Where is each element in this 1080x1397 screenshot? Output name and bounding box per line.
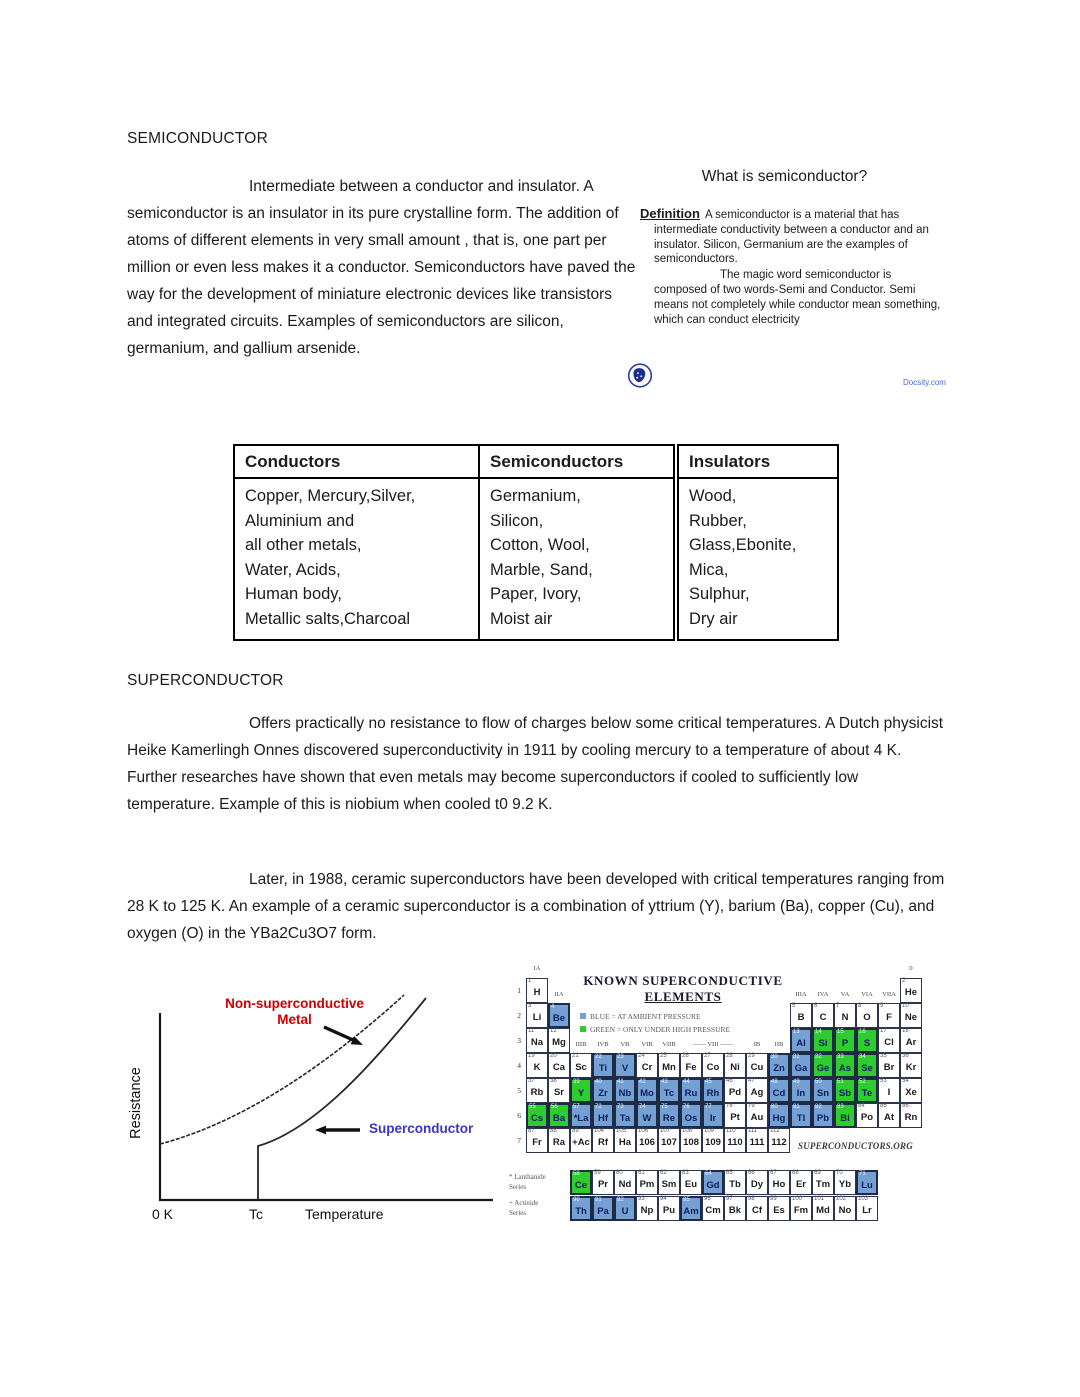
element-cell-V: 23 V bbox=[614, 1053, 636, 1078]
element-cell-Bk: 97 Bk bbox=[724, 1196, 746, 1221]
element-cell-110: 110 110 bbox=[724, 1128, 746, 1153]
element-cell-Gd: 64 Gd bbox=[702, 1170, 724, 1195]
element-cell-Rf: 104 Rf bbox=[592, 1128, 614, 1153]
element-cell-Cm: 96 Cm bbox=[702, 1196, 724, 1221]
element-cell-Th: 90 Th bbox=[570, 1196, 592, 1221]
graph-metal-label-line1: Non-superconductive bbox=[225, 996, 364, 1011]
group-label: IVA bbox=[817, 991, 829, 998]
lanthanide-label-line2: Series bbox=[509, 1183, 527, 1191]
table-line: Dry air bbox=[689, 609, 738, 628]
element-cell-107: 107 107 bbox=[658, 1128, 680, 1153]
element-cell-Eu: 63 Eu bbox=[680, 1170, 702, 1195]
table-line: Germanium, bbox=[490, 487, 581, 505]
element-cell-Zn: 30 Zn bbox=[768, 1053, 790, 1078]
resistance-temperature-graph bbox=[112, 983, 507, 1243]
element-cell-Na: 11 Na bbox=[526, 1028, 548, 1053]
element-cell-112: 112 112 bbox=[768, 1128, 790, 1153]
element-cell-111: 111 111 bbox=[746, 1128, 768, 1153]
element-cell-Pr: 59 Pr bbox=[592, 1170, 614, 1195]
slide-definition bbox=[622, 207, 944, 267]
element-cell-*La: 57 *La bbox=[570, 1103, 592, 1128]
element-cell-Ho: 67 Ho bbox=[768, 1170, 790, 1195]
group-label: IIB bbox=[774, 1041, 784, 1048]
element-cell-106: 106 106 bbox=[636, 1128, 658, 1153]
element-cell-Pt: 78 Pt bbox=[724, 1103, 746, 1128]
table-line: Cotton, Wool, bbox=[490, 536, 590, 554]
slide-paragraph-2: The magic word semiconductor is composed of two words-Semi and Conductor. Semi means not completely while conductor mean something, which can conduct electricity bbox=[654, 269, 941, 326]
table-line: all other metals, bbox=[245, 536, 362, 554]
element-cell-Hf: 72 Hf bbox=[592, 1103, 614, 1128]
element-cell-Sr: 38 Sr bbox=[548, 1078, 570, 1103]
periodic-table-title-line2: ELEMENTS bbox=[644, 989, 722, 1004]
lanthanide-series-label bbox=[509, 1172, 567, 1192]
element-cell-Tb: 65 Tb bbox=[724, 1170, 746, 1195]
element-cell-H: 1 H bbox=[526, 978, 548, 1003]
periodic-table-title-line1: KNOWN SUPERCONDUCTIVE bbox=[583, 973, 783, 988]
element-cell-Nd: 60 Nd bbox=[614, 1170, 636, 1195]
element-cell-P: 15 P bbox=[834, 1028, 856, 1053]
element-cell-C: 6 C bbox=[812, 1003, 834, 1028]
period-number-2: 2 bbox=[517, 1011, 521, 1020]
element-cell-Cs: 55 Cs bbox=[526, 1103, 548, 1128]
element-cell-Nb: 41 Nb bbox=[614, 1078, 636, 1103]
element-cell-Be: 4 Be bbox=[548, 1003, 570, 1028]
element-cell-Sn: 50 Sn bbox=[812, 1078, 834, 1103]
materials-header-semiconductors: Semiconductors bbox=[479, 445, 676, 478]
element-cell-Mn: 25 Mn bbox=[658, 1053, 680, 1078]
group-label: VIB bbox=[641, 1041, 653, 1048]
element-cell-Es: 99 Es bbox=[768, 1196, 790, 1221]
element-cell-Zr: 40 Zr bbox=[592, 1078, 614, 1103]
graph-tick-0k: 0 K bbox=[152, 1206, 174, 1222]
graph-y-axis-label: Resistance bbox=[128, 1067, 144, 1139]
group-label: 0 bbox=[909, 965, 913, 972]
element-cell-Te: 52 Te bbox=[856, 1078, 878, 1103]
element-cell-Tc: 43 Tc bbox=[658, 1078, 680, 1103]
table-line: Sulphur, bbox=[689, 585, 750, 603]
element-cell-Ce: 58 Ce bbox=[570, 1170, 592, 1195]
materials-header-insulators: Insulators bbox=[676, 445, 838, 478]
legend-item bbox=[580, 1010, 730, 1023]
element-cell-Tl: 81 Tl bbox=[790, 1103, 812, 1128]
element-cell-Au: 79 Au bbox=[746, 1103, 768, 1128]
element-cell-Ra: 88 Ra bbox=[548, 1128, 570, 1153]
element-cell-Y: 39 Y bbox=[570, 1078, 592, 1103]
table-line: Aluminium and bbox=[245, 511, 355, 530]
slide-image bbox=[622, 168, 947, 327]
element-cell-Sb: 51 Sb bbox=[834, 1078, 856, 1103]
element-cell-I: 53 I bbox=[878, 1078, 900, 1103]
table-line: Mica, bbox=[689, 560, 729, 579]
group-label: VIIB bbox=[662, 1041, 676, 1048]
element-cell-W: 74 W bbox=[636, 1103, 658, 1128]
element-cell-Ru: 44 Ru bbox=[680, 1078, 702, 1103]
element-cell-Cr: 24 Cr bbox=[636, 1053, 658, 1078]
element-cell-Er: 68 Er bbox=[790, 1170, 812, 1195]
element-cell-Br: 35 Br bbox=[878, 1053, 900, 1078]
element-cell-Ti: 22 Ti bbox=[592, 1053, 614, 1078]
legend-item bbox=[580, 1023, 730, 1036]
definition-label: Definition bbox=[640, 206, 700, 221]
legend-color-swatch bbox=[580, 1026, 586, 1032]
table-line: Glass,Ebonite, bbox=[689, 536, 797, 554]
element-cell-Rh: 45 Rh bbox=[702, 1078, 724, 1103]
legend-color-swatch bbox=[580, 1013, 586, 1019]
element-cell-F: 9 F bbox=[878, 1003, 900, 1028]
table-line: Moist air bbox=[490, 609, 553, 628]
element-cell-Fe: 26 Fe bbox=[680, 1053, 702, 1078]
element-cell-S: 16 S bbox=[856, 1028, 878, 1053]
period-number-4: 4 bbox=[517, 1061, 521, 1070]
element-cell-Ge: 32 Ge bbox=[812, 1053, 834, 1078]
element-cell-Pu: 94 Pu bbox=[658, 1196, 680, 1221]
graph-superconductor-label: Superconductor bbox=[369, 1121, 474, 1136]
element-cell-Cd: 48 Cd bbox=[768, 1078, 790, 1103]
element-cell-Yb: 70 Yb bbox=[834, 1170, 856, 1195]
element-cell-Lr: 103 Lr bbox=[856, 1196, 878, 1221]
element-cell-Ag: 47 Ag bbox=[746, 1078, 768, 1103]
element-cell-109: 109 109 bbox=[702, 1128, 724, 1153]
periodic-table bbox=[508, 962, 940, 1244]
group-label: IVB bbox=[597, 1041, 609, 1048]
group-label: VA bbox=[840, 991, 850, 998]
table-line: Silicon, bbox=[490, 511, 544, 530]
element-cell-Al: 13 Al bbox=[790, 1028, 812, 1053]
element-cell-Cf: 98 Cf bbox=[746, 1196, 768, 1221]
period-number-5: 5 bbox=[517, 1086, 521, 1095]
element-cell-O: 8 O bbox=[856, 1003, 878, 1028]
element-cell-Am: 95 Am bbox=[680, 1196, 702, 1221]
period-number-1: 1 bbox=[517, 986, 521, 995]
superconductor-paragraph-1: Offers practically no resistance to flow of charges below some critical temperatures. A Dutch physicist Heike Kamerlingh Onnes discovered superconductivity in 1911 by cooling mercury to a temperature of about 4 K. Further researches have shown that even metals may become superconductors if cooled to sufficiently low temperature. Example of this is niobium when cooled t0 9.2 K. bbox=[127, 715, 944, 813]
element-cell-No: 102 No bbox=[834, 1196, 856, 1221]
element-cell-Ir: 77 Ir bbox=[702, 1103, 724, 1128]
table-line: Metallic salts,Charcoal bbox=[245, 609, 411, 628]
element-cell-Cl: 17 Cl bbox=[878, 1028, 900, 1053]
table-row bbox=[234, 478, 838, 640]
group-label: IIIB bbox=[575, 1041, 587, 1048]
element-cell-In: 49 In bbox=[790, 1078, 812, 1103]
element-cell-Pa: 91 Pa bbox=[592, 1196, 614, 1221]
element-cell-Ga: 31 Ga bbox=[790, 1053, 812, 1078]
element-cell-Mo: 42 Mo bbox=[636, 1078, 658, 1103]
element-cell-Cu: 29 Cu bbox=[746, 1053, 768, 1078]
element-cell-+Ac: 89 +Ac bbox=[570, 1128, 592, 1153]
graph-metal-label-line2: Metal bbox=[277, 1012, 312, 1027]
actinide-label-line2: Series bbox=[509, 1209, 527, 1217]
element-cell-Os: 76 Os bbox=[680, 1103, 702, 1128]
group-label: VIIA bbox=[882, 991, 896, 998]
superconductor-paragraph-2: Later, in 1988, ceramic superconductors have been developed with critical temperatures ranging from 28 K to 125 K. An example of a ceramic superconductor is a combination of yttrium (Y), barium (Ba), copper (Cu), and oxygen (O) in the YBa2Cu3O7 form. bbox=[127, 871, 945, 942]
element-cell-N: 7 N bbox=[834, 1003, 856, 1028]
table-line: Copper, Mercury,Silver, bbox=[245, 487, 416, 505]
materials-cell-insulators bbox=[676, 478, 838, 640]
slide-title: What is semiconductor? bbox=[701, 168, 868, 185]
element-cell-Ha: 105 Ha bbox=[614, 1128, 636, 1153]
element-cell-Po: 84 Po bbox=[856, 1103, 878, 1128]
table-line: Rubber, bbox=[689, 511, 747, 530]
element-cell-Sc: 21 Sc bbox=[570, 1053, 592, 1078]
element-cell-108: 108 108 bbox=[680, 1128, 702, 1153]
element-cell-Ne: 10 Ne bbox=[900, 1003, 922, 1028]
periodic-table-legend bbox=[580, 1010, 730, 1036]
element-cell-Kr: 36 Kr bbox=[900, 1053, 922, 1078]
element-cell-Ar: 18 Ar bbox=[900, 1028, 922, 1053]
element-cell-Hg: 80 Hg bbox=[768, 1103, 790, 1128]
element-cell-As: 33 As bbox=[834, 1053, 856, 1078]
group-label: VB bbox=[620, 1041, 630, 1048]
element-cell-Bi: 83 Bi bbox=[834, 1103, 856, 1128]
element-cell-Rn: 86 Rn bbox=[900, 1103, 922, 1128]
legend-label: GREEN = ONLY UNDER HIGH PRESSURE bbox=[590, 1025, 731, 1034]
actinide-series-label bbox=[509, 1198, 567, 1218]
materials-header-conductors: Conductors bbox=[234, 445, 479, 478]
table-line: Wood, bbox=[689, 487, 737, 505]
element-cell-Pd: 46 Pd bbox=[724, 1078, 746, 1103]
group-label: IIA bbox=[554, 991, 564, 998]
element-cell-Pb: 82 Pb bbox=[812, 1103, 834, 1128]
element-cell-Np: 93 Np bbox=[636, 1196, 658, 1221]
element-cell-U: 92 U bbox=[614, 1196, 636, 1221]
materials-table bbox=[233, 444, 839, 641]
element-cell-Xe: 54 Xe bbox=[900, 1078, 922, 1103]
element-cell-Mg: 12 Mg bbox=[548, 1028, 570, 1053]
element-cell-Lu: 71 Lu bbox=[856, 1170, 878, 1195]
element-cell-Pm: 61 Pm bbox=[636, 1170, 658, 1195]
table-line: Paper, Ivory, bbox=[490, 585, 582, 603]
element-cell-He: 2 He bbox=[900, 978, 922, 1003]
materials-cell-semiconductors bbox=[479, 478, 676, 640]
element-cell-At: 85 At bbox=[878, 1103, 900, 1128]
element-cell-Si: 14 Si bbox=[812, 1028, 834, 1053]
group-label: IB bbox=[753, 1041, 761, 1048]
element-cell-Ta: 73 Ta bbox=[614, 1103, 636, 1128]
element-cell-Ni: 28 Ni bbox=[724, 1053, 746, 1078]
element-cell-Fr: 87 Fr bbox=[526, 1128, 548, 1153]
element-cell-Fm: 100 Fm bbox=[790, 1196, 812, 1221]
element-cell-Ba: 56 Ba bbox=[548, 1103, 570, 1128]
definition-text: A semiconductor is a material that has intermediate conductivity between a conductor and an insulator. Silicon, Germanium are the examples of semiconductors. bbox=[654, 209, 929, 266]
element-cell-Md: 101 Md bbox=[812, 1196, 834, 1221]
element-cell-Dy: 66 Dy bbox=[746, 1170, 768, 1195]
graph-tick-tc: Tc bbox=[249, 1206, 263, 1222]
element-cell-Re: 75 Re bbox=[658, 1103, 680, 1128]
group-label: IIIA bbox=[795, 991, 807, 998]
period-number-7: 7 bbox=[517, 1136, 521, 1145]
period-number-3: 3 bbox=[517, 1036, 521, 1045]
group-label: —— VIII —— bbox=[692, 1041, 734, 1048]
element-cell-B: 5 B bbox=[790, 1003, 812, 1028]
semiconductor-paragraph: Intermediate between a conductor and insulator. A semiconductor is an insulator in its pure crystalline form. The addition of atoms of different elements in very small amount , that is, one part per million or even less makes it a conductor. Semiconductors have paved the way for the development of miniature electronic devices like transistors and integrated circuits. Examples of semiconductors are silicon, germanium, and gallium arsenide. bbox=[127, 178, 636, 357]
element-cell-Co: 27 Co bbox=[702, 1053, 724, 1078]
graph-metal-label bbox=[202, 996, 387, 1028]
element-cell-Li: 3 Li bbox=[526, 1003, 548, 1028]
materials-cell-conductors bbox=[234, 478, 479, 640]
element-cell-Tm: 69 Tm bbox=[812, 1170, 834, 1195]
superconductor-heading: SUPERCONDUCTOR bbox=[127, 672, 284, 689]
periodic-table-title bbox=[566, 973, 800, 1005]
table-line: Human body, bbox=[245, 585, 342, 603]
element-cell-Ca: 20 Ca bbox=[548, 1053, 570, 1078]
actinide-label-line1: + Actinide bbox=[509, 1199, 539, 1207]
lanthanide-label-line1: * Lanthanide bbox=[509, 1173, 546, 1181]
docsity-watermark: Docsity.com bbox=[903, 378, 946, 387]
semiconductor-heading: SEMICONDUCTOR bbox=[127, 130, 268, 147]
table-line: Marble, Sand, bbox=[490, 560, 593, 579]
table-line: Water, Acids, bbox=[245, 560, 341, 579]
group-label: IA bbox=[533, 965, 541, 972]
element-cell-K: 19 K bbox=[526, 1053, 548, 1078]
element-cell-Sm: 62 Sm bbox=[658, 1170, 680, 1195]
graph-x-axis-label: Temperature bbox=[305, 1206, 384, 1222]
period-number-6: 6 bbox=[517, 1111, 521, 1120]
group-label: VIA bbox=[861, 991, 873, 998]
superconductors-org-credit: SUPERCONDUCTORS.ORG bbox=[798, 1141, 913, 1151]
element-cell-Rb: 37 Rb bbox=[526, 1078, 548, 1103]
legend-label: BLUE = AT AMBIENT PRESSURE bbox=[590, 1012, 701, 1021]
element-cell-Se: 34 Se bbox=[856, 1053, 878, 1078]
docsity-logo-icon bbox=[627, 362, 653, 389]
